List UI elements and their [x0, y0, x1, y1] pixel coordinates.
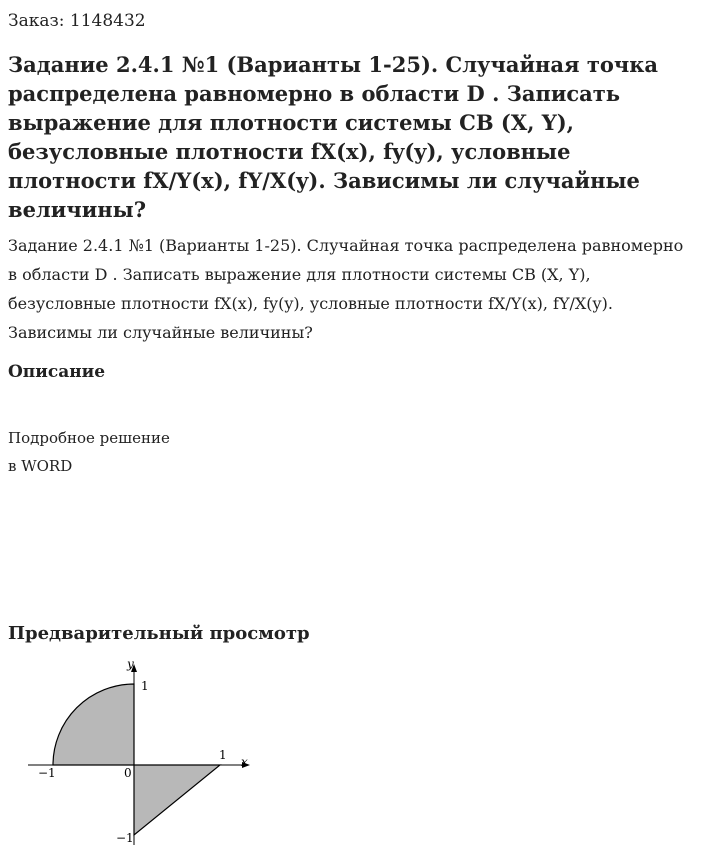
description-line: Подробное решение — [8, 429, 170, 447]
region-triangle — [134, 765, 220, 835]
tick-label-y-bottom: −1 — [116, 831, 134, 845]
tick-label-x-right: 1 — [219, 748, 227, 762]
region-d-diagram — [20, 652, 260, 852]
order-number: Заказ: 1148432 — [8, 11, 146, 31]
description-heading: Описание — [8, 362, 106, 382]
tick-label-y-top: 1 — [141, 679, 149, 693]
tick-label-origin: 0 — [124, 766, 132, 780]
tick-label-x-left: −1 — [38, 766, 56, 780]
page-title: Задание 2.4.1 №1 (Варианты 1-25). Случайная точка распределена равномерно в области D . Записать выражение для плотности системы СВ (X, Y), безусловные плотности fX(x), fy(y), условные плотности fX/Y(x), fY/X(y). Зависимы ли случайные величины? — [8, 52, 658, 222]
y-axis-label: y — [127, 657, 134, 671]
preview-heading: Предварительный просмотр — [8, 623, 310, 644]
description-body — [8, 424, 170, 480]
x-axis-label: x — [241, 755, 248, 769]
task-text: Задание 2.4.1 №1 (Варианты 1-25). Случайная точка распределена равномерно в области D . Записать выражение для плотности системы СВ (X, Y), безусловные плотности fX(x), fy(y), условные плотности fX/Y(x), fY/X(y). Зависимы ли случайные величины? — [8, 236, 684, 342]
preview-figure — [20, 652, 260, 856]
description-line: в WORD — [8, 457, 73, 475]
region-quarter-circle — [53, 684, 134, 765]
